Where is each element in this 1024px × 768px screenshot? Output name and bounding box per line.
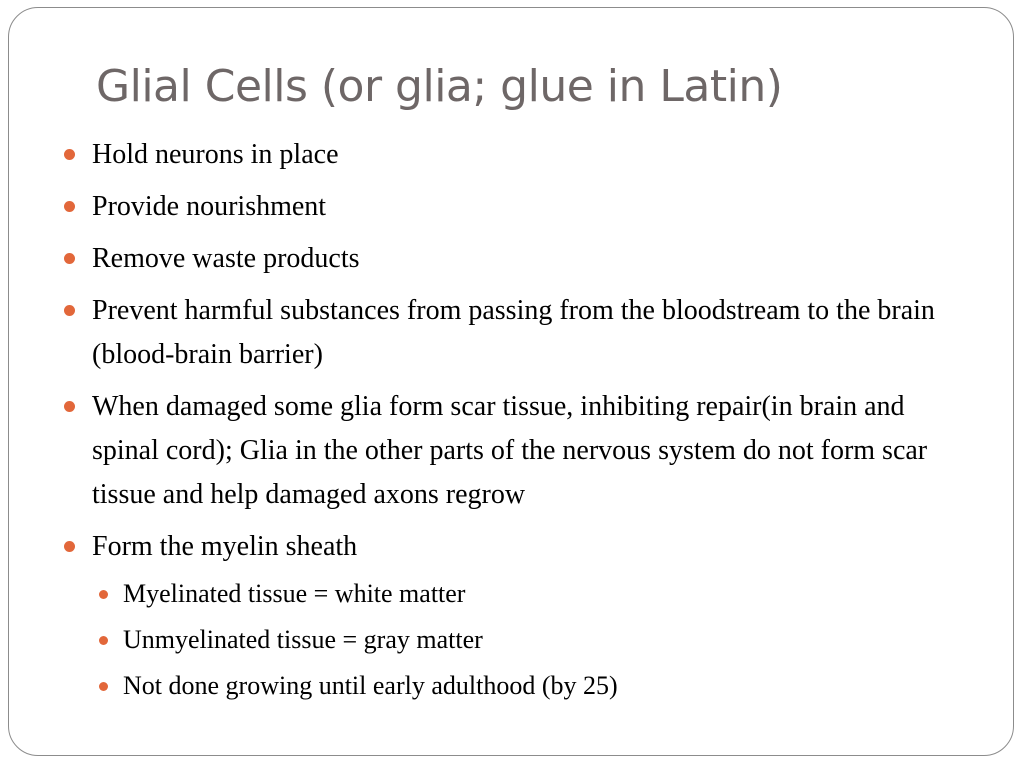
bullet-item xyxy=(0,289,1024,377)
sub-bullet-item xyxy=(23,571,944,617)
bullet-text: Hold neurons in place xyxy=(92,139,339,170)
sub-bullet-text: Unmyelinated tissue = gray matter xyxy=(123,625,483,654)
bullet-item xyxy=(0,185,1024,229)
bullet-text: Provide nourishment xyxy=(92,191,327,222)
bullet-item xyxy=(0,525,1024,709)
bullet-text: Remove waste products xyxy=(92,243,360,274)
bullet-text: Form the myelin sheath xyxy=(92,531,358,562)
bullet-text: When damaged some glia form scar tissue, inhibiting repair(in brain and spinal cord); Glia in the other parts of the nervous system do not form scar tissue and help damaged axons regrow xyxy=(92,391,928,510)
bullet-icon xyxy=(64,541,75,552)
sub-bullet-list xyxy=(92,571,944,709)
sub-bullet-item xyxy=(23,617,944,663)
slide-title: Glial Cells (or glia; glue in Latin) xyxy=(96,61,783,112)
sub-bullet-icon xyxy=(99,636,108,645)
bullet-item xyxy=(0,385,1024,517)
bullet-item xyxy=(0,133,1024,177)
bullet-text: Prevent harmful substances from passing from the bloodstream to the brain (blood-brain barrier) xyxy=(92,295,935,370)
sub-bullet-text: Not done growing until early adulthood (by 25) xyxy=(123,671,618,700)
sub-bullet-item xyxy=(23,663,944,709)
bullet-icon xyxy=(64,149,75,160)
sub-bullet-icon xyxy=(99,590,108,599)
sub-bullet-text: Myelinated tissue = white matter xyxy=(123,579,466,608)
bullet-item xyxy=(0,237,1024,281)
bullet-icon xyxy=(64,201,75,212)
bullet-icon xyxy=(64,305,75,316)
bullet-list xyxy=(0,133,1024,717)
bullet-icon xyxy=(64,401,75,412)
sub-bullet-icon xyxy=(99,682,108,691)
bullet-icon xyxy=(64,253,75,264)
